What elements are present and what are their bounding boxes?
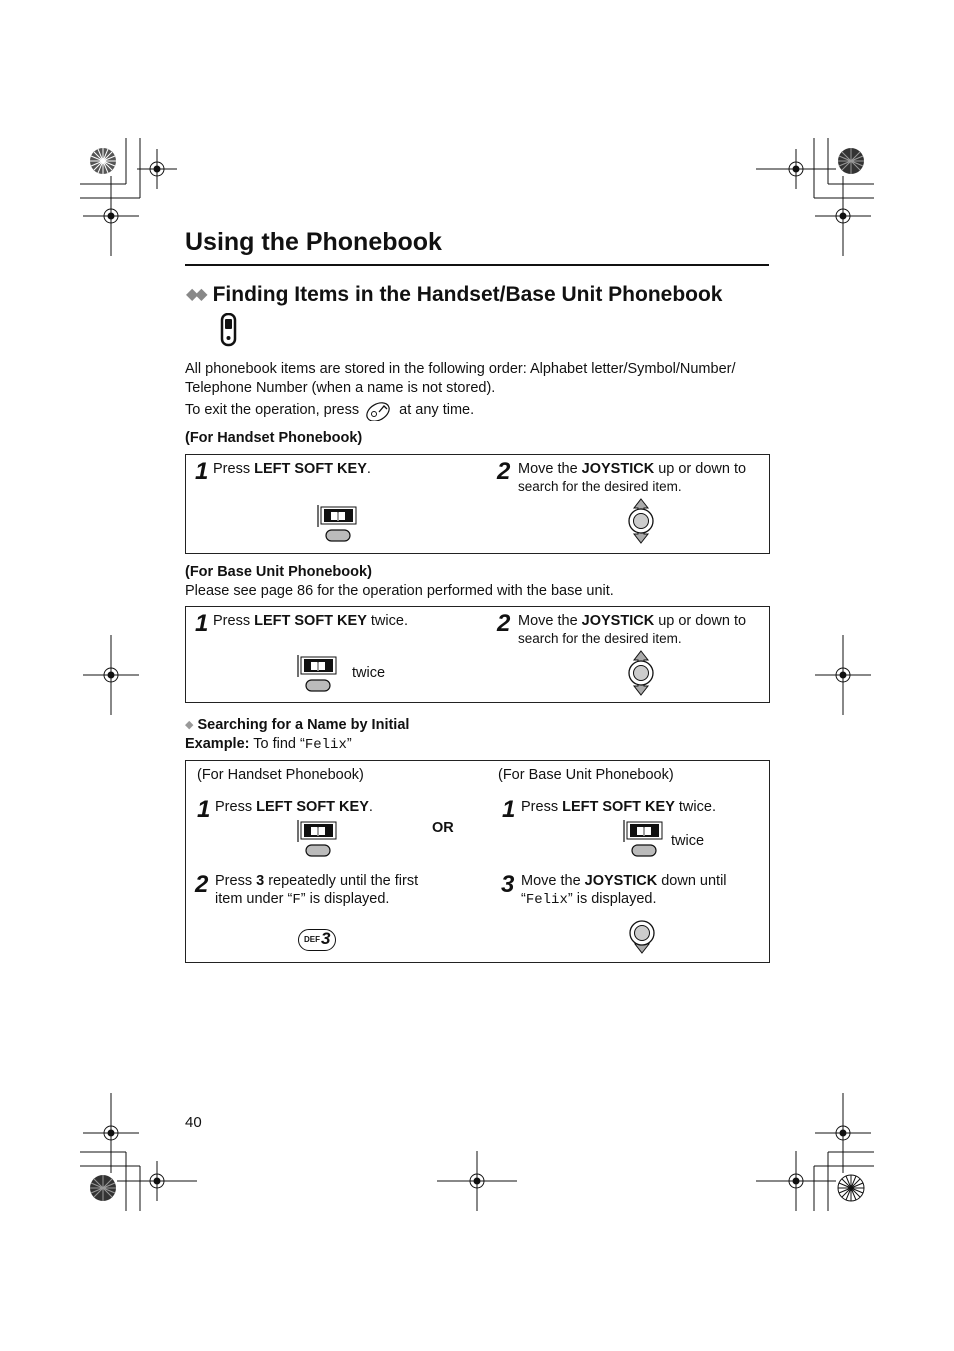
or-label: OR bbox=[432, 820, 454, 836]
twice-label: twice bbox=[352, 665, 386, 681]
step-number: 2 bbox=[497, 458, 511, 485]
right-step3-text: Move the JOYSTICK down until “Felix” is displayed. bbox=[521, 873, 727, 908]
base-heading: (For Base Unit Phonebook) bbox=[185, 564, 372, 580]
initial-steps-box bbox=[185, 760, 770, 963]
step-number: 1 bbox=[195, 458, 209, 485]
left-soft-key-icon bbox=[622, 818, 666, 858]
step-number: 3 bbox=[501, 871, 515, 898]
left-soft-key-icon bbox=[296, 653, 340, 693]
right-caption: (For Base Unit Phonebook) bbox=[498, 767, 674, 783]
handset-step2-text: Move the JOYSTICK up or down to search for the desired item. bbox=[518, 461, 747, 494]
right-step1-text: Press LEFT SOFT KEY twice. bbox=[521, 799, 716, 815]
step-number: 2 bbox=[497, 610, 511, 637]
diamond-bullet-icon: ◆ bbox=[185, 719, 194, 731]
base-steps-box bbox=[185, 606, 770, 703]
base-step1-text: Press LEFT SOFT KEY twice. bbox=[213, 613, 408, 629]
page-number: 40 bbox=[185, 1114, 202, 1131]
step-number: 1 bbox=[502, 796, 516, 823]
handset-heading: (For Handset Phonebook) bbox=[185, 430, 363, 446]
handset-step1-text: Press LEFT SOFT KEY. bbox=[213, 461, 371, 477]
base-step2-text: Move the JOYSTICK up or down to search for the desired item. bbox=[518, 613, 747, 646]
step-number: 1 bbox=[197, 796, 211, 823]
left-caption: (For Handset Phonebook) bbox=[197, 767, 364, 783]
off-button-icon bbox=[365, 399, 393, 421]
joystick-down-icon bbox=[627, 918, 657, 954]
section-title bbox=[186, 283, 723, 307]
section-title-text: Finding Items in the Handset/Base Unit Phonebook bbox=[212, 283, 723, 306]
exit-text-before: To exit the operation, press bbox=[185, 402, 360, 418]
step-number: 2 bbox=[195, 871, 209, 898]
twice-label: twice bbox=[671, 833, 705, 849]
left-soft-key-icon bbox=[316, 503, 360, 543]
intro-line-1: All phonebook items are stored in the following order: Alphabet letter/Symbol/Number/ bbox=[185, 361, 736, 377]
left-step2-text: Press 3 repeatedly until the first item under “F” is displayed. bbox=[215, 873, 419, 908]
exit-text-after: at any time. bbox=[399, 402, 475, 418]
handset-icon bbox=[220, 313, 238, 347]
page-title: Using the Phonebook bbox=[185, 228, 442, 256]
base-note: Please see page 86 for the operation performed with the base unit. bbox=[185, 583, 614, 599]
left-soft-key-icon bbox=[296, 818, 340, 858]
step-number: 1 bbox=[195, 610, 209, 637]
intro-text bbox=[185, 360, 785, 398]
joystick-up-down-icon bbox=[626, 498, 656, 544]
exit-instruction bbox=[185, 399, 474, 421]
left-step1-text: Press LEFT SOFT KEY. bbox=[215, 799, 373, 815]
initial-heading bbox=[185, 717, 409, 733]
initial-heading-text: Searching for a Name by Initial bbox=[197, 717, 410, 733]
diamond-bullets-icon: ◆◆ bbox=[186, 286, 205, 303]
intro-line-2: Telephone Number (when a name is not stored). bbox=[185, 380, 496, 396]
joystick-up-down-icon bbox=[626, 650, 656, 696]
title-rule bbox=[185, 264, 769, 266]
example-line: Example: To find “Felix” bbox=[185, 736, 352, 753]
key-3-icon: DEF 3 bbox=[298, 929, 336, 951]
handset-steps-box bbox=[185, 454, 770, 554]
